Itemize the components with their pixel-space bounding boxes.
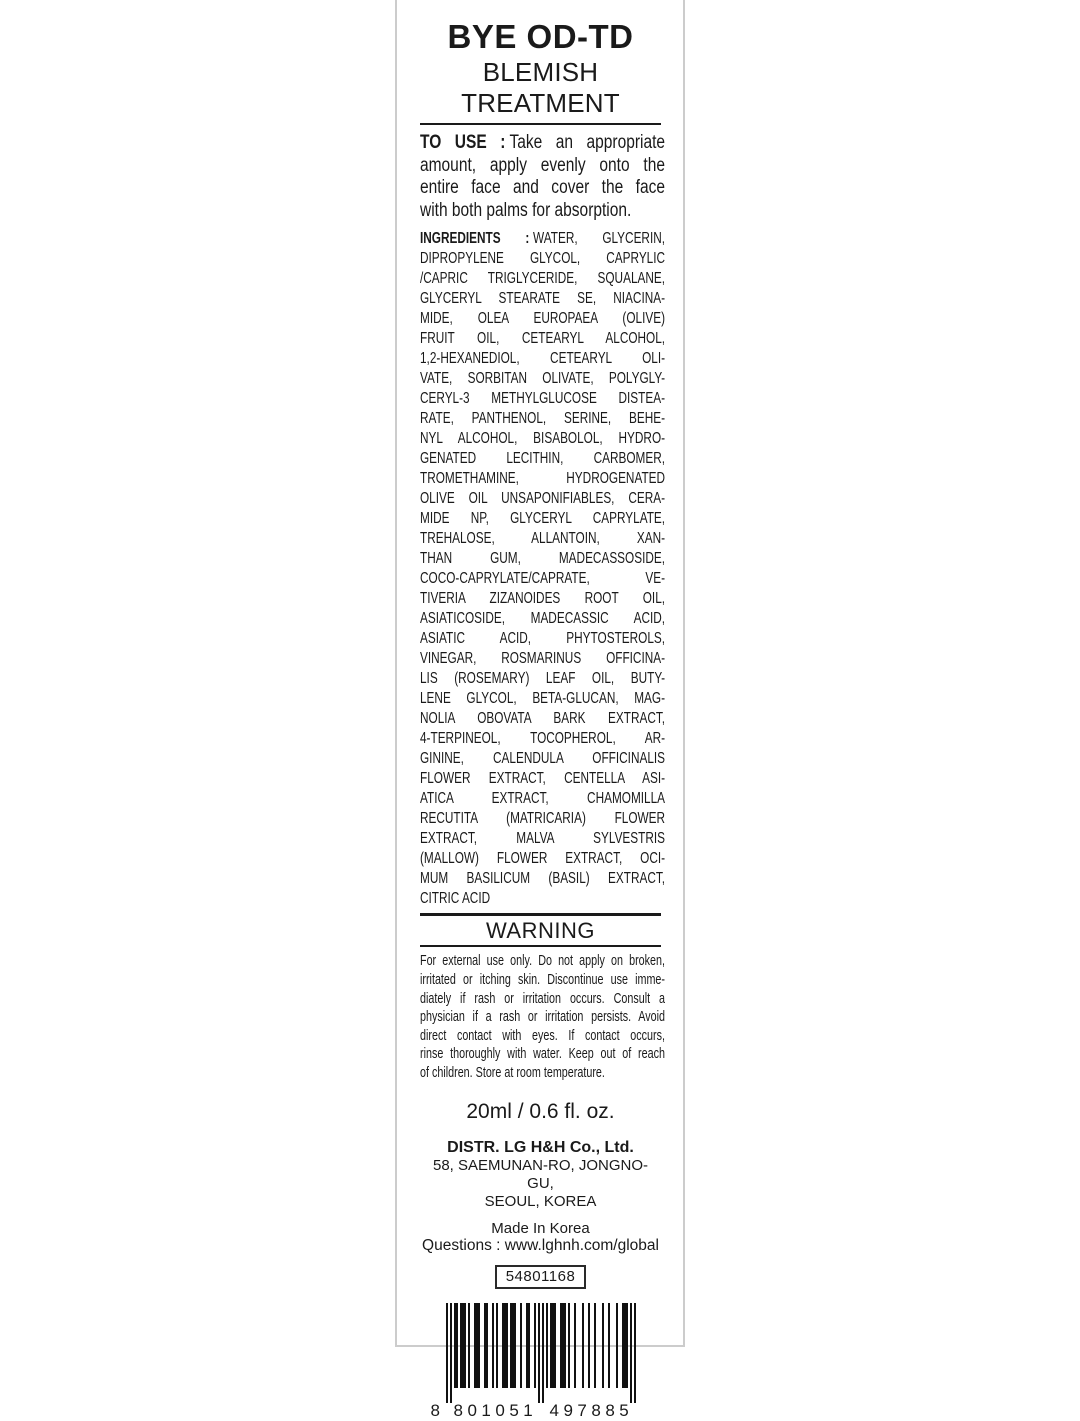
net-content: 20ml / 0.6 fl. oz. — [466, 1099, 615, 1123]
ingredient-line: MIDE NP, GLYCERYL CAPRYLATE, — [420, 510, 666, 528]
ingredient-line: MIDE, OLEA EUROPAEA (OLIVE) — [420, 310, 666, 328]
barcode-module — [634, 1303, 636, 1403]
to-use-line: with both palms for absorption. — [420, 199, 632, 221]
ingredient-line: ASIATICOSIDE, MADECASSIC ACID, — [420, 610, 666, 628]
ingredient-line: EXTRACT, MALVA SYLVESTRIS — [420, 830, 666, 848]
to-use-line: amount, apply evenly onto the — [420, 154, 666, 176]
warning-top-divider — [420, 913, 661, 916]
barcode-digits-left: 801051 — [453, 1400, 538, 1420]
ingredients-first-text: WATER, GLYCERIN, — [533, 230, 666, 248]
ingredient-line: ATICA EXTRACT, CHAMOMILLA — [420, 790, 666, 808]
product-subtitle: BLEMISH TREATMENT — [461, 56, 620, 118]
warning-section — [420, 952, 665, 1082]
ingredient-line: FRUIT OIL, CETEARYL ALCOHOL, — [420, 330, 666, 348]
ingredients-label: INGREDIENTS : — [420, 230, 530, 248]
ingredient-line: CERYL-3 METHYLGLUCOSE DISTEA- — [420, 390, 666, 408]
warning-line: physician if a rash or irritation persists. Avoid — [420, 1009, 665, 1026]
ingredients-first-line — [420, 229, 665, 249]
to-use-label: TO USE : — [420, 132, 506, 154]
to-use-first-text: Take an appropriate — [509, 132, 666, 154]
ingredient-line: RECUTITA (MATRICARIA) FLOWER — [420, 810, 666, 828]
to-use-first-line — [420, 132, 665, 155]
ingredient-line: MUM BASILICUM (BASIL) EXTRACT, — [420, 870, 666, 888]
barcode-digit-first: 8 — [430, 1400, 440, 1420]
ingredient-line: GLYCERYL STEARATE SE, NIACINA- — [420, 290, 666, 308]
ingredients-section — [420, 229, 665, 909]
warning-line: direct contact with eyes. If contact occurs, — [420, 1027, 665, 1044]
ingredient-line: NOLIA OBOVATA BARK EXTRACT, — [420, 710, 666, 728]
product-code-row — [420, 1265, 661, 1289]
ingredient-line: TROMETHAMINE, HYDROGENATED — [420, 470, 666, 488]
ingredient-line: OLIVE OIL UNSAPONIFIABLES, CERA- — [420, 490, 666, 508]
title-divider — [420, 123, 661, 126]
ingredient-line: GININE, CALENDULA OFFICINALIS — [420, 750, 666, 768]
to-use-line: entire face and cover the face — [420, 177, 666, 199]
ingredient-line: TREHALOSE, ALLANTOIN, XAN- — [420, 530, 666, 548]
warning-bottom-divider — [420, 945, 661, 948]
ingredient-line: ASIATIC ACID, PHYTOSTEROLS, — [420, 630, 666, 648]
product-label-panel — [395, 0, 685, 1420]
country-of-origin: Made In Korea — [491, 1219, 590, 1237]
ingredient-line: THAN GUM, MADECASSOSIDE, — [420, 550, 666, 568]
ingredient-line: 1,2-HEXANEDIOL, CETEARYL OLI- — [420, 350, 666, 368]
to-use-section — [420, 132, 665, 222]
warning-line: For external use only. Do not apply on broken, — [420, 953, 665, 970]
ingredient-line: (MALLOW) FLOWER EXTRACT, OCI- — [420, 850, 666, 868]
ingredient-line: COCO-CAPRYLATE/CAPRATE, VE- — [420, 570, 666, 588]
warning-line: irritated or itching skin. Discontinue use imme- — [420, 972, 665, 989]
ingredient-line: VINEGAR, ROSMARINUS OFFICINA- — [420, 650, 666, 668]
distributor-name: DISTR. LG H&H Co., Ltd. — [447, 1138, 634, 1156]
ingredient-line: DIPROPYLENE GLYCOL, CAPRYLIC — [420, 250, 666, 268]
ingredient-line: LENE GLYCOL, BETA-GLUCAN, MAG- — [420, 690, 666, 708]
ingredient-line: TIVERIA ZIZANOIDES ROOT OIL, — [420, 590, 666, 608]
ingredient-line: GENATED LECITHIN, CARBOMER, — [420, 450, 666, 468]
warning-line: of children. Store at room temperature. — [420, 1065, 605, 1081]
ingredient-line: /CAPRIC TRIGLYCERIDE, SQUALANE, — [420, 270, 666, 288]
ingredient-line: FLOWER EXTRACT, CENTELLA ASI- — [420, 770, 666, 788]
product-code-box: 54801168 — [495, 1265, 587, 1289]
ingredient-line: VATE, SORBITAN OLIVATE, POLYGLY- — [420, 370, 666, 388]
distributor-address-line2: SEOUL, KOREA — [484, 1192, 597, 1210]
warning-line: diately if rash or irritation occurs. Consult a — [420, 990, 665, 1007]
distributor-address-line1: 58, SAEMUNAN-RO, JONGNO-GU, — [432, 1156, 649, 1192]
ingredient-line: LIS (ROSEMARY) LEAF OIL, BUTY- — [420, 670, 666, 688]
ingredient-line: NYL ALCOHOL, BISABOLOL, HYDRO- — [420, 430, 666, 448]
ean13-barcode — [430, 1303, 636, 1421]
warning-lines — [420, 952, 665, 1082]
barcode-bars — [446, 1303, 636, 1403]
warning-line: rinse thoroughly with water. Keep out of reach — [420, 1046, 665, 1063]
to-use-lines — [420, 155, 665, 223]
ingredient-line: RATE, PANTHENOL, SERINE, BEHE- — [420, 410, 666, 428]
barcode-digits-right: 497885 — [549, 1400, 634, 1420]
barcode-area — [420, 1303, 661, 1421]
ingredient-line: CITRIC ACID — [420, 890, 491, 908]
warning-heading: WARNING — [485, 917, 595, 943]
product-title: BYE OD-TD — [447, 18, 634, 55]
ingredient-line: 4-TERPINEOL, TOCOPHEROL, AR- — [420, 730, 666, 748]
ingredients-lines — [420, 249, 665, 909]
questions-url: Questions : www.lghnh.com/global — [422, 1236, 659, 1254]
